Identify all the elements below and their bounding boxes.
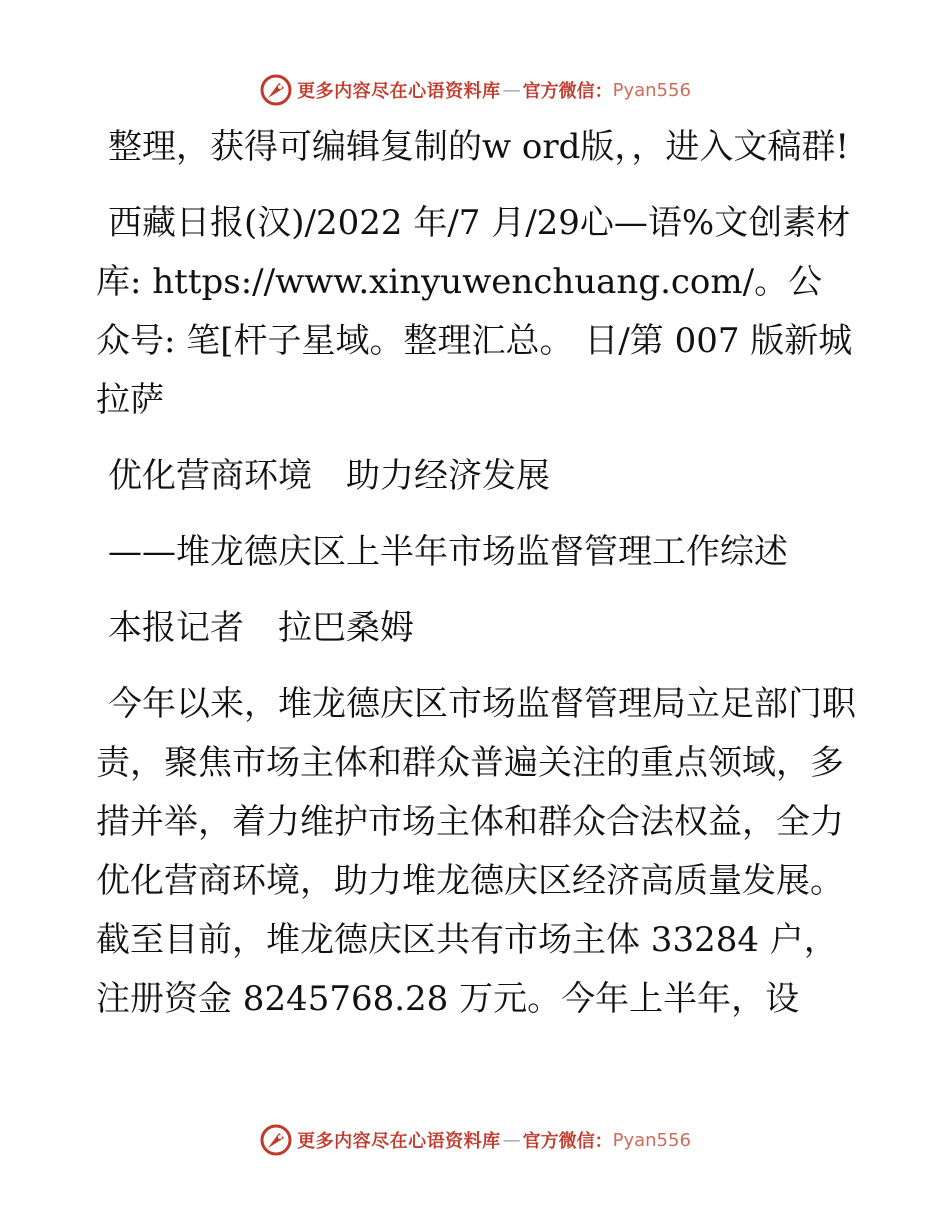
header-banner [0, 70, 950, 110]
paragraph-intro: 整理，获得可编辑复制的w ord版，，进入文稿群! [108, 127, 850, 167]
article-byline: 本报记者 拉巴桑姆 [108, 608, 414, 648]
paragraph-body: 今年以来，堆龙德庆区市场监督管理局立足部门职责，聚焦市场主体和群众普遍关注的重点领域，多措并举，着力维护市场主体和群众合法权益，全力优化营商环境，助力堆龙德庆区经济高质量发展。截至目前，堆龙德庆区共有市场主体 33284 户，注册资金 8245768.28 万元。今年上半年，设 [96, 684, 856, 1019]
article-title: 优化营商环境 助力经济发展 [108, 456, 550, 496]
paragraph-source: 西藏日报(汉)/2022 年/7 月/29心—语%文创素材库: https://www.xinyuwenchuang.com/。公众号: 笔[杆子星域。整理汇总。 日/第 007 版新城拉萨 [96, 203, 853, 420]
banner-contact-label: 官方微信： [522, 81, 613, 102]
banner-contact-id: Pyan556 [612, 1129, 691, 1151]
document-body [96, 118, 856, 1046]
pen-nib-logo-icon [259, 73, 293, 107]
banner-contact-label: 官方微信： [522, 1131, 613, 1152]
banner-contact-id: Pyan556 [612, 79, 691, 101]
footer-banner [0, 1120, 950, 1160]
banner-separator: — [502, 1129, 521, 1151]
banner-brand: 更多内容尽在心语资料库 [297, 81, 501, 102]
banner-separator: — [502, 79, 521, 101]
article-subtitle: ——堆龙德庆区上半年市场监督管理工作综述 [108, 532, 788, 572]
pen-nib-logo-icon [259, 1123, 293, 1157]
banner-brand: 更多内容尽在心语资料库 [297, 1131, 501, 1152]
